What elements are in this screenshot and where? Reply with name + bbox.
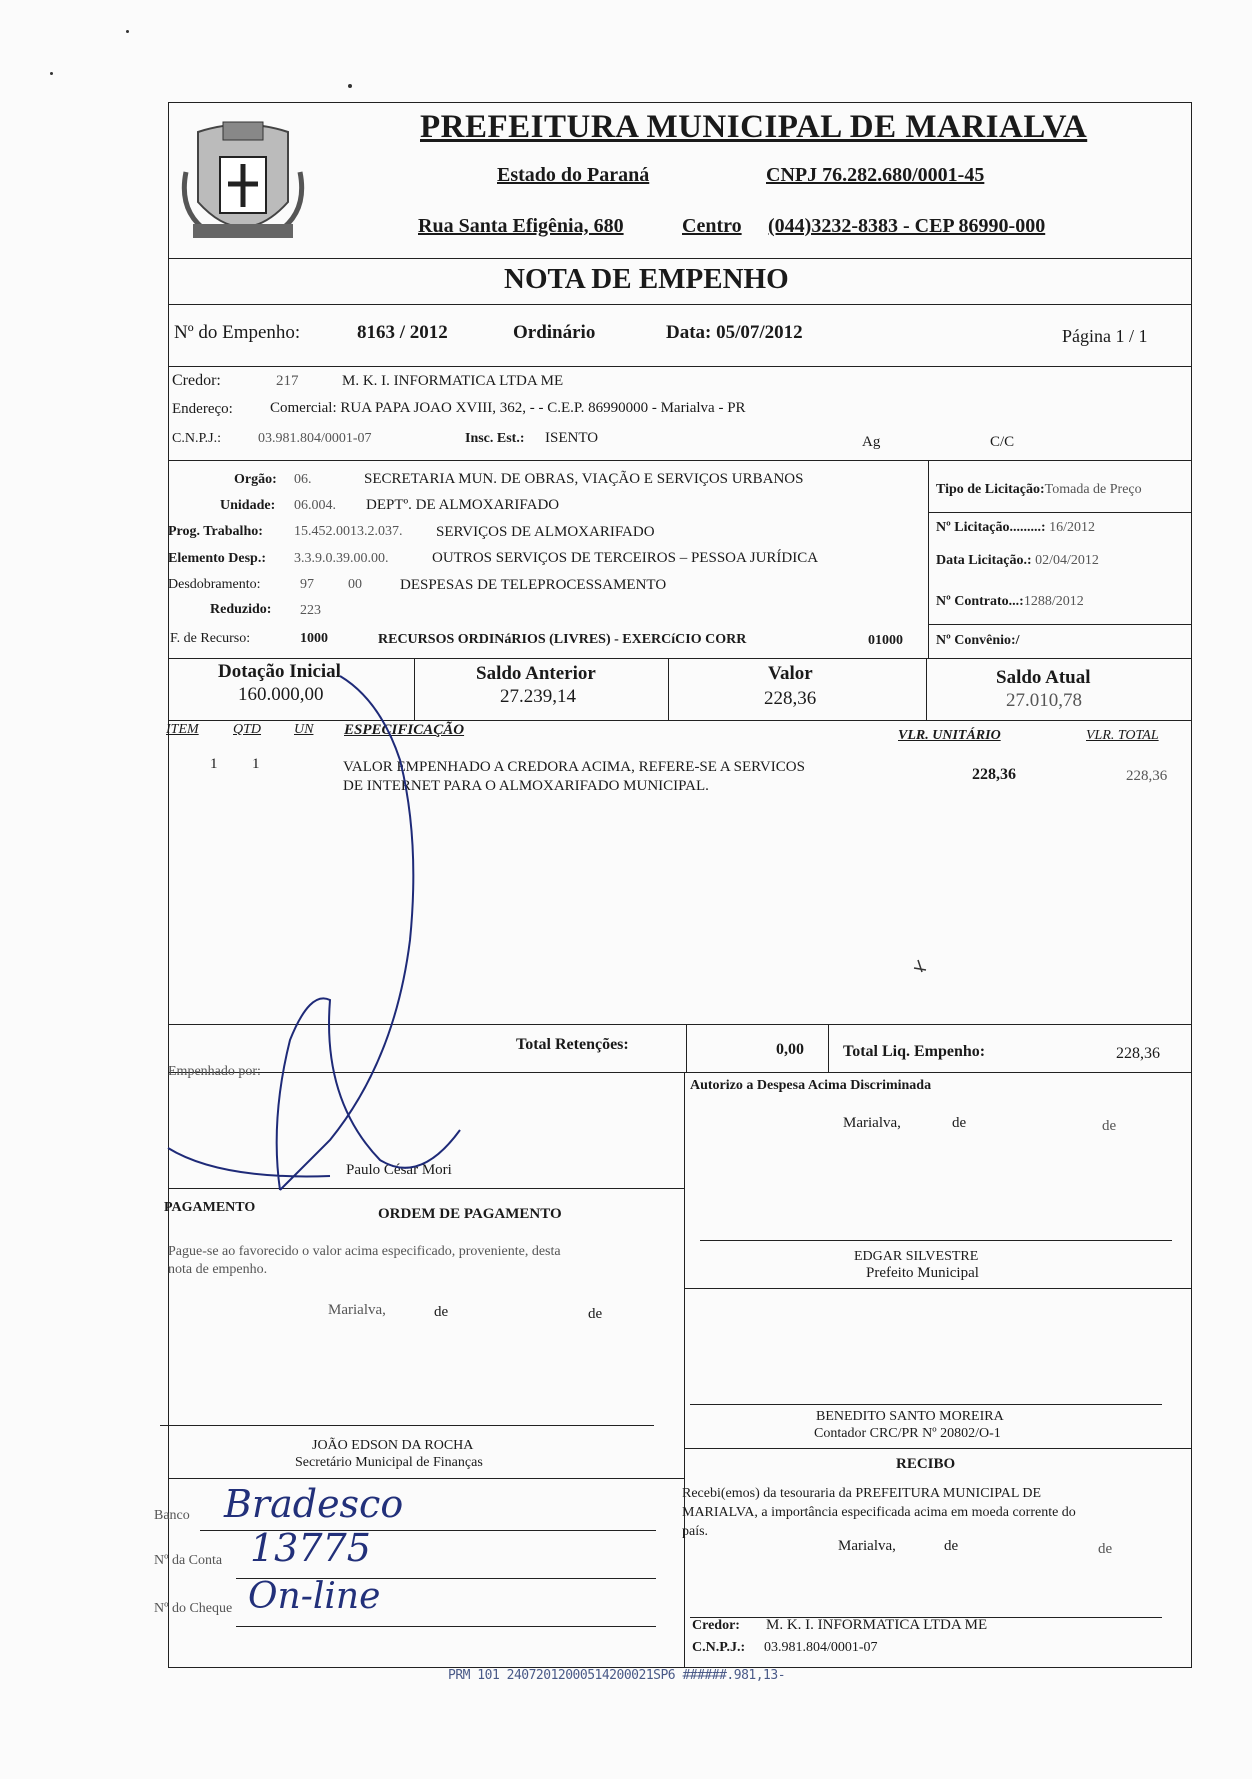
autorizo-de1: de <box>952 1115 967 1131</box>
divider <box>168 1478 684 1479</box>
credor-code: 217 <box>276 373 299 389</box>
empenho-number: 8163 / 2012 <box>357 322 448 343</box>
pagamento-text1: Pague-se ao favorecido o valor acima especificado, proveniente, desta <box>168 1244 561 1259</box>
orgao-code: 06. <box>294 472 312 487</box>
autorizo-city: Marialva, <box>843 1115 901 1131</box>
credor-label: Credor: <box>172 372 221 389</box>
recurso-label: F. de Recurso: <box>170 631 251 646</box>
item-vlr-total: 228,36 <box>1126 768 1168 784</box>
field-line <box>236 1626 656 1627</box>
divider <box>168 1024 1192 1025</box>
item-number: 1 <box>210 756 218 772</box>
data-licitacao: Data Licitação.: 02/04/2012 <box>936 553 1099 568</box>
coat-of-arms-icon <box>178 112 308 262</box>
reduzido-value: 223 <box>300 603 321 618</box>
credor-cnpj: 03.981.804/0001-07 <box>258 431 372 446</box>
unidade-name: DEPTº. DE ALMOXARIFADO <box>366 497 560 513</box>
divider <box>168 1188 684 1189</box>
elemento-code: 3.3.9.0.39.00.00. <box>294 551 389 566</box>
recibo-text2: MARIALVA, a importância especificada acima em moeda corrente do <box>682 1505 1076 1520</box>
item-vlr-unitario: 228,36 <box>972 766 1016 783</box>
prefeito-name: EDGAR SILVESTRE <box>854 1249 979 1264</box>
secretario-name: JOÃO EDSON DA ROCHA <box>312 1438 474 1453</box>
doc-title: NOTA DE EMPENHO <box>504 263 789 295</box>
cnpj-label: CNPJ 76.282.680/0001-45 <box>766 164 985 186</box>
divider <box>168 258 1192 259</box>
divider <box>684 1448 1192 1449</box>
divider <box>168 460 1192 461</box>
ag-label: Ag <box>862 434 881 450</box>
scan-speck <box>348 84 352 88</box>
retencoes-value: 0,00 <box>776 1041 804 1058</box>
pagamento-de2: de <box>588 1306 603 1322</box>
scan-speck <box>50 72 53 75</box>
pagamento-city: Marialva, <box>328 1302 386 1318</box>
empenho-type: Ordinário <box>513 322 596 343</box>
insc-label: Insc. Est.: <box>465 431 525 446</box>
autorizo-title: Autorizo a Despesa Acima Discriminada <box>690 1078 932 1093</box>
recibo-de2: de <box>1098 1541 1113 1557</box>
divider <box>684 1288 1192 1289</box>
orgao-name: SECRETARIA MUN. DE OBRAS, VIAÇÃO E SERVIÇOS URBANOS <box>364 471 804 487</box>
address-phone-cep: (044)3232-8383 - CEP 86990-000 <box>768 215 1046 237</box>
credor-name: M. K. I. INFORMATICA LTDA ME <box>342 373 564 389</box>
saldo-anterior-value: 27.239,14 <box>500 686 576 707</box>
col-qtd: QTD <box>233 722 262 737</box>
dotacao-value: 160.000,00 <box>238 684 324 705</box>
contador-role: Contador CRC/PR Nº 20802/O-1 <box>814 1426 1001 1441</box>
pagamento-text2: nota de empenho. <box>168 1262 268 1277</box>
autorizo-de2: de <box>1102 1118 1117 1134</box>
desdobramento-name: DESPESAS DE TELEPROCESSAMENTO <box>400 577 667 593</box>
cheque-label: Nº do Cheque <box>154 1601 233 1616</box>
elemento-name: OUTROS SERVIÇOS DE TERCEIROS – PESSOA JURÍDICA <box>432 550 819 566</box>
prog-label: Prog. Trabalho: <box>168 524 263 539</box>
recurso-name: RECURSOS ORDINáRIOS (LIVRES) - EXERCíCIO CORR <box>378 632 747 647</box>
insc-value: ISENTO <box>545 430 599 446</box>
banco-label: Banco <box>154 1508 190 1523</box>
divider <box>168 304 1192 305</box>
divider <box>928 624 1192 625</box>
recibo-credor-label: Credor: <box>692 1618 740 1633</box>
footer-code: PRM 101 24072012000514200021SP6 ######.981,13- <box>448 1668 786 1683</box>
divider <box>928 460 929 658</box>
state-label: Estado do Paraná <box>497 164 650 186</box>
saldo-atual-label: Saldo Atual <box>996 667 1091 688</box>
item-desc-line1: VALOR EMPENHADO A CREDORA ACIMA, REFERE-SE A SERVICOS <box>343 759 805 775</box>
desdobramento-code-b: 00 <box>348 577 362 592</box>
page-title: PREFEITURA MUNICIPAL DE MARIALVA <box>420 109 1088 145</box>
recurso-code2: 01000 <box>868 633 903 648</box>
cheque-value: On-line <box>248 1576 381 1617</box>
recibo-text3: país. <box>682 1524 709 1539</box>
divider <box>168 366 1192 367</box>
col-especificacao: ESPECIFICAÇÃO <box>344 722 465 738</box>
elemento-label: Elemento Desp.: <box>168 551 266 566</box>
conta-value: 13775 <box>250 1526 371 1570</box>
empenho-date: Data: 05/07/2012 <box>666 322 803 343</box>
empenhado-por-name: Paulo César Mori <box>346 1162 452 1178</box>
divider <box>168 1072 1192 1073</box>
recibo-text1: Recebi(emos) da tesouraria da PREFEITURA MUNICIPAL DE <box>682 1486 1042 1501</box>
divider <box>168 720 1192 721</box>
empenho-label: Nº do Empenho: <box>174 322 301 343</box>
num-contrato: Nº Contrato...:1288/2012 <box>936 594 1084 609</box>
recibo-credor-name: M. K. I. INFORMATICA LTDA ME <box>766 1617 988 1633</box>
unidade-label: Unidade: <box>220 498 276 513</box>
col-item: ITEM <box>166 722 199 737</box>
prefeito-role: Prefeito Municipal <box>866 1265 979 1281</box>
col-un: UN <box>294 722 314 737</box>
orgao-label: Orgão: <box>234 472 277 487</box>
reduzido-label: Reduzido: <box>210 602 272 617</box>
prog-code: 15.452.0013.2.037. <box>294 524 403 539</box>
saldo-atual-value: 27.010,78 <box>1006 690 1082 711</box>
divider <box>414 658 415 720</box>
divider <box>168 658 1192 659</box>
signature-line <box>700 1240 1172 1241</box>
unidade-code: 06.004. <box>294 498 336 513</box>
conta-label: Nº da Conta <box>154 1553 223 1568</box>
contador-name: BENEDITO SANTO MOREIRA <box>816 1409 1004 1424</box>
retencoes-label: Total Retenções: <box>516 1036 629 1053</box>
cc-label: C/C <box>990 434 1015 450</box>
saldo-anterior-label: Saldo Anterior <box>476 663 596 684</box>
divider <box>928 512 1192 513</box>
secretario-role: Secretário Municipal de Finanças <box>295 1455 483 1470</box>
recibo-city: Marialva, <box>838 1538 896 1554</box>
prog-name: SERVIÇOS DE ALMOXARIFADO <box>436 524 655 540</box>
item-qtd: 1 <box>252 756 260 772</box>
divider <box>684 1072 685 1668</box>
col-vlr-total: VLR. TOTAL <box>1086 728 1159 743</box>
ordem-pagamento-title: ORDEM DE PAGAMENTO <box>378 1206 562 1222</box>
divider <box>926 658 927 720</box>
empenhado-por-label: Empenhado por: <box>168 1064 261 1079</box>
credor-address: Comercial: RUA PAPA JOAO XVIII, 362, - - C.E.P. 86990000 - Marialva - PR <box>270 400 746 416</box>
num-convenio: Nº Convênio:/ <box>936 633 1020 648</box>
signature-line <box>690 1404 1162 1405</box>
tipo-licitacao: Tipo de Licitação:Tomada de Preço <box>936 482 1142 497</box>
recibo-title: RECIBO <box>896 1456 956 1472</box>
col-vlr-unitario: VLR. UNITÁRIO <box>898 728 1001 743</box>
valor-label: Valor <box>768 663 813 684</box>
scan-speck <box>126 30 129 33</box>
desdobramento-label: Desdobramento: <box>168 577 261 592</box>
address-district: Centro <box>682 215 742 237</box>
recurso-code: 1000 <box>300 631 328 646</box>
valor-value: 228,36 <box>764 688 817 709</box>
desdobramento-code-a: 97 <box>300 577 314 592</box>
divider <box>668 658 669 720</box>
divider <box>828 1024 829 1072</box>
liq-empenho-value: 228,36 <box>1116 1045 1160 1062</box>
banco-value: Bradesco <box>224 1482 404 1526</box>
cnpj-field-label: C.N.P.J.: <box>172 431 222 446</box>
signature-line <box>160 1425 654 1426</box>
recibo-cnpj-label: C.N.P.J.: <box>692 1640 746 1655</box>
item-desc-line2: DE INTERNET PARA O ALMOXARIFADO MUNICIPAL. <box>343 778 709 794</box>
dotacao-label: Dotação Inicial <box>218 661 341 682</box>
page-number: Página 1 / 1 <box>1062 326 1148 346</box>
liq-empenho-label: Total Liq. Empenho: <box>843 1043 986 1060</box>
pagamento-label: PAGAMENTO <box>164 1200 256 1215</box>
divider <box>686 1024 687 1072</box>
address-label: Endereço: <box>172 401 233 417</box>
address-street: Rua Santa Efigênia, 680 <box>418 215 624 237</box>
num-licitacao: Nº Licitação.........: 16/2012 <box>936 520 1095 535</box>
pagamento-de1: de <box>434 1304 449 1320</box>
recibo-de1: de <box>944 1538 959 1554</box>
recibo-cnpj-value: 03.981.804/0001-07 <box>764 1640 878 1655</box>
